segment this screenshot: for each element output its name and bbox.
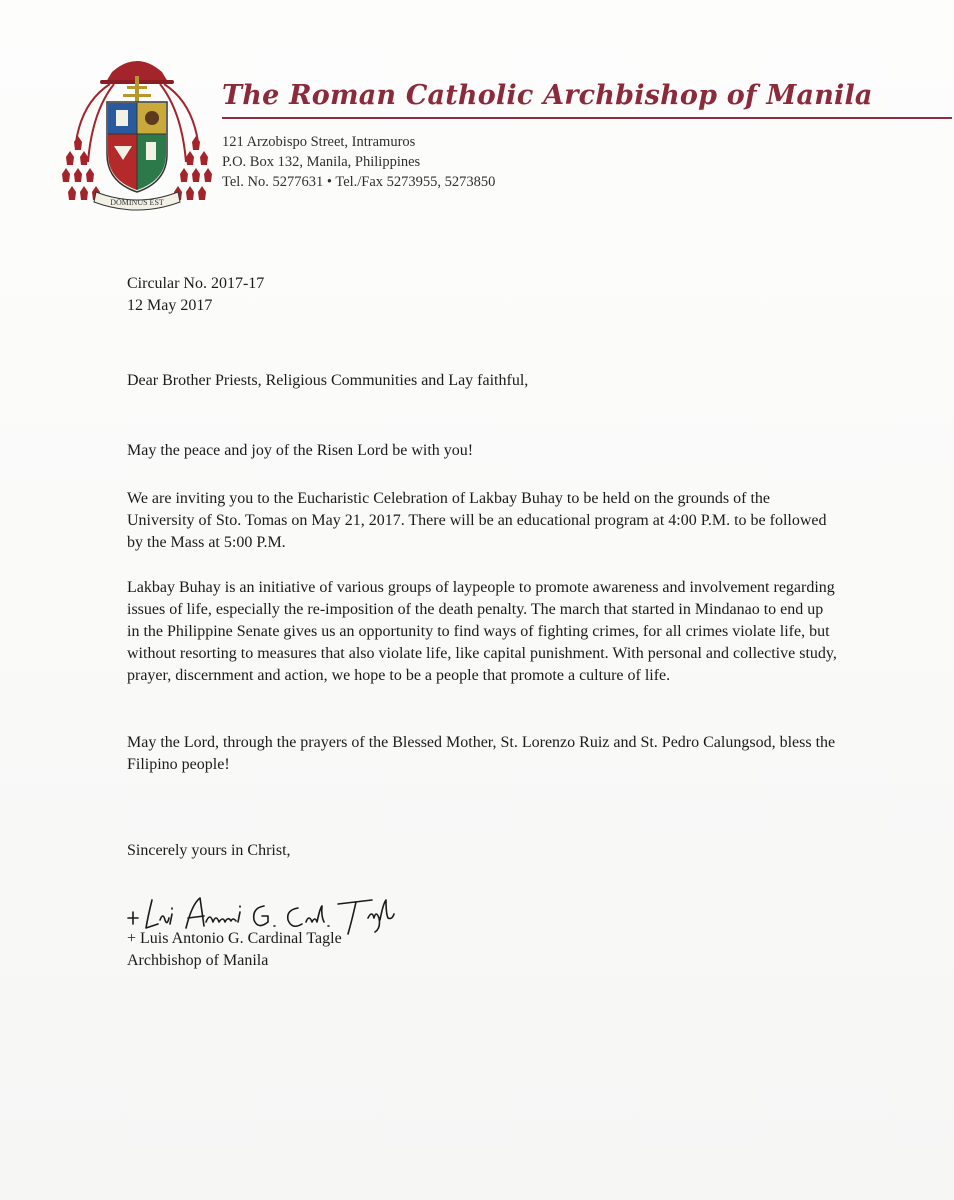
paragraph-lakbay-buhay — [127, 577, 839, 687]
paragraph-text: May the Lord, through the prayers of the Blessed Mother, St. Lorenzo Ruiz and St. Pedro Calungsod, bless the Filipino people! — [127, 734, 836, 773]
paragraph-text: We are inviting you to the Eucharistic Celebration of Lakbay Buhay to be held on the grounds of the University of Sto. Tomas on May 21, 2017. There will be an educational program at 4:00 P.M. to be followed by the Mass at 5:00 P.M. — [127, 490, 827, 551]
greeting — [127, 440, 839, 462]
letterhead-divider — [222, 117, 952, 119]
paragraph-text: Lakbay Buhay is an initiative of various groups of laypeople to promote awareness and involvement regarding issues of life, especially the re-imposition of the death penalty. The march that started in Mindanao to end up in the Philippine Senate gives us an opportunity to find ways of fighting crimes, for all crimes violate life, but without resorting to measures that also violate life, like capital punishment. With personal and collective study, prayer, discernment and action, we hope to be a people that promote a culture of life. — [127, 579, 837, 684]
seal-motto: DOMINUS EST — [110, 198, 164, 207]
coat-of-arms-icon — [62, 42, 212, 214]
letterhead-address — [222, 132, 495, 192]
contact-line: Tel. No. 5277631 • Tel./Fax 5273955, 5273850 — [222, 174, 496, 190]
address-line: 121 Arzobispo Street, Intramuros — [222, 134, 416, 150]
address-line: P.O. Box 132, Manila, Philippines — [222, 154, 421, 170]
closing-text: Sincerely yours in Christ, — [127, 842, 291, 859]
paragraph-invitation — [127, 488, 839, 554]
letterhead-title: The Roman Catholic Archbishop of Manila — [222, 80, 873, 111]
salutation — [127, 370, 839, 392]
signatory-name: + Luis Antonio G. Cardinal Tagle — [127, 930, 342, 947]
signatory-title: Archbishop of Manila — [127, 952, 269, 969]
greeting-text: May the peace and joy of the Risen Lord be with you! — [127, 442, 474, 459]
signatory-block — [127, 928, 839, 972]
circular-number: Circular No. 2017-17 — [127, 275, 265, 292]
circular-date: 12 May 2017 — [127, 297, 213, 314]
paragraph-blessing — [127, 732, 839, 776]
salutation-text: Dear Brother Priests, Religious Communities and Lay faithful, — [127, 372, 529, 389]
closing — [127, 840, 839, 862]
circular-header — [127, 273, 839, 317]
